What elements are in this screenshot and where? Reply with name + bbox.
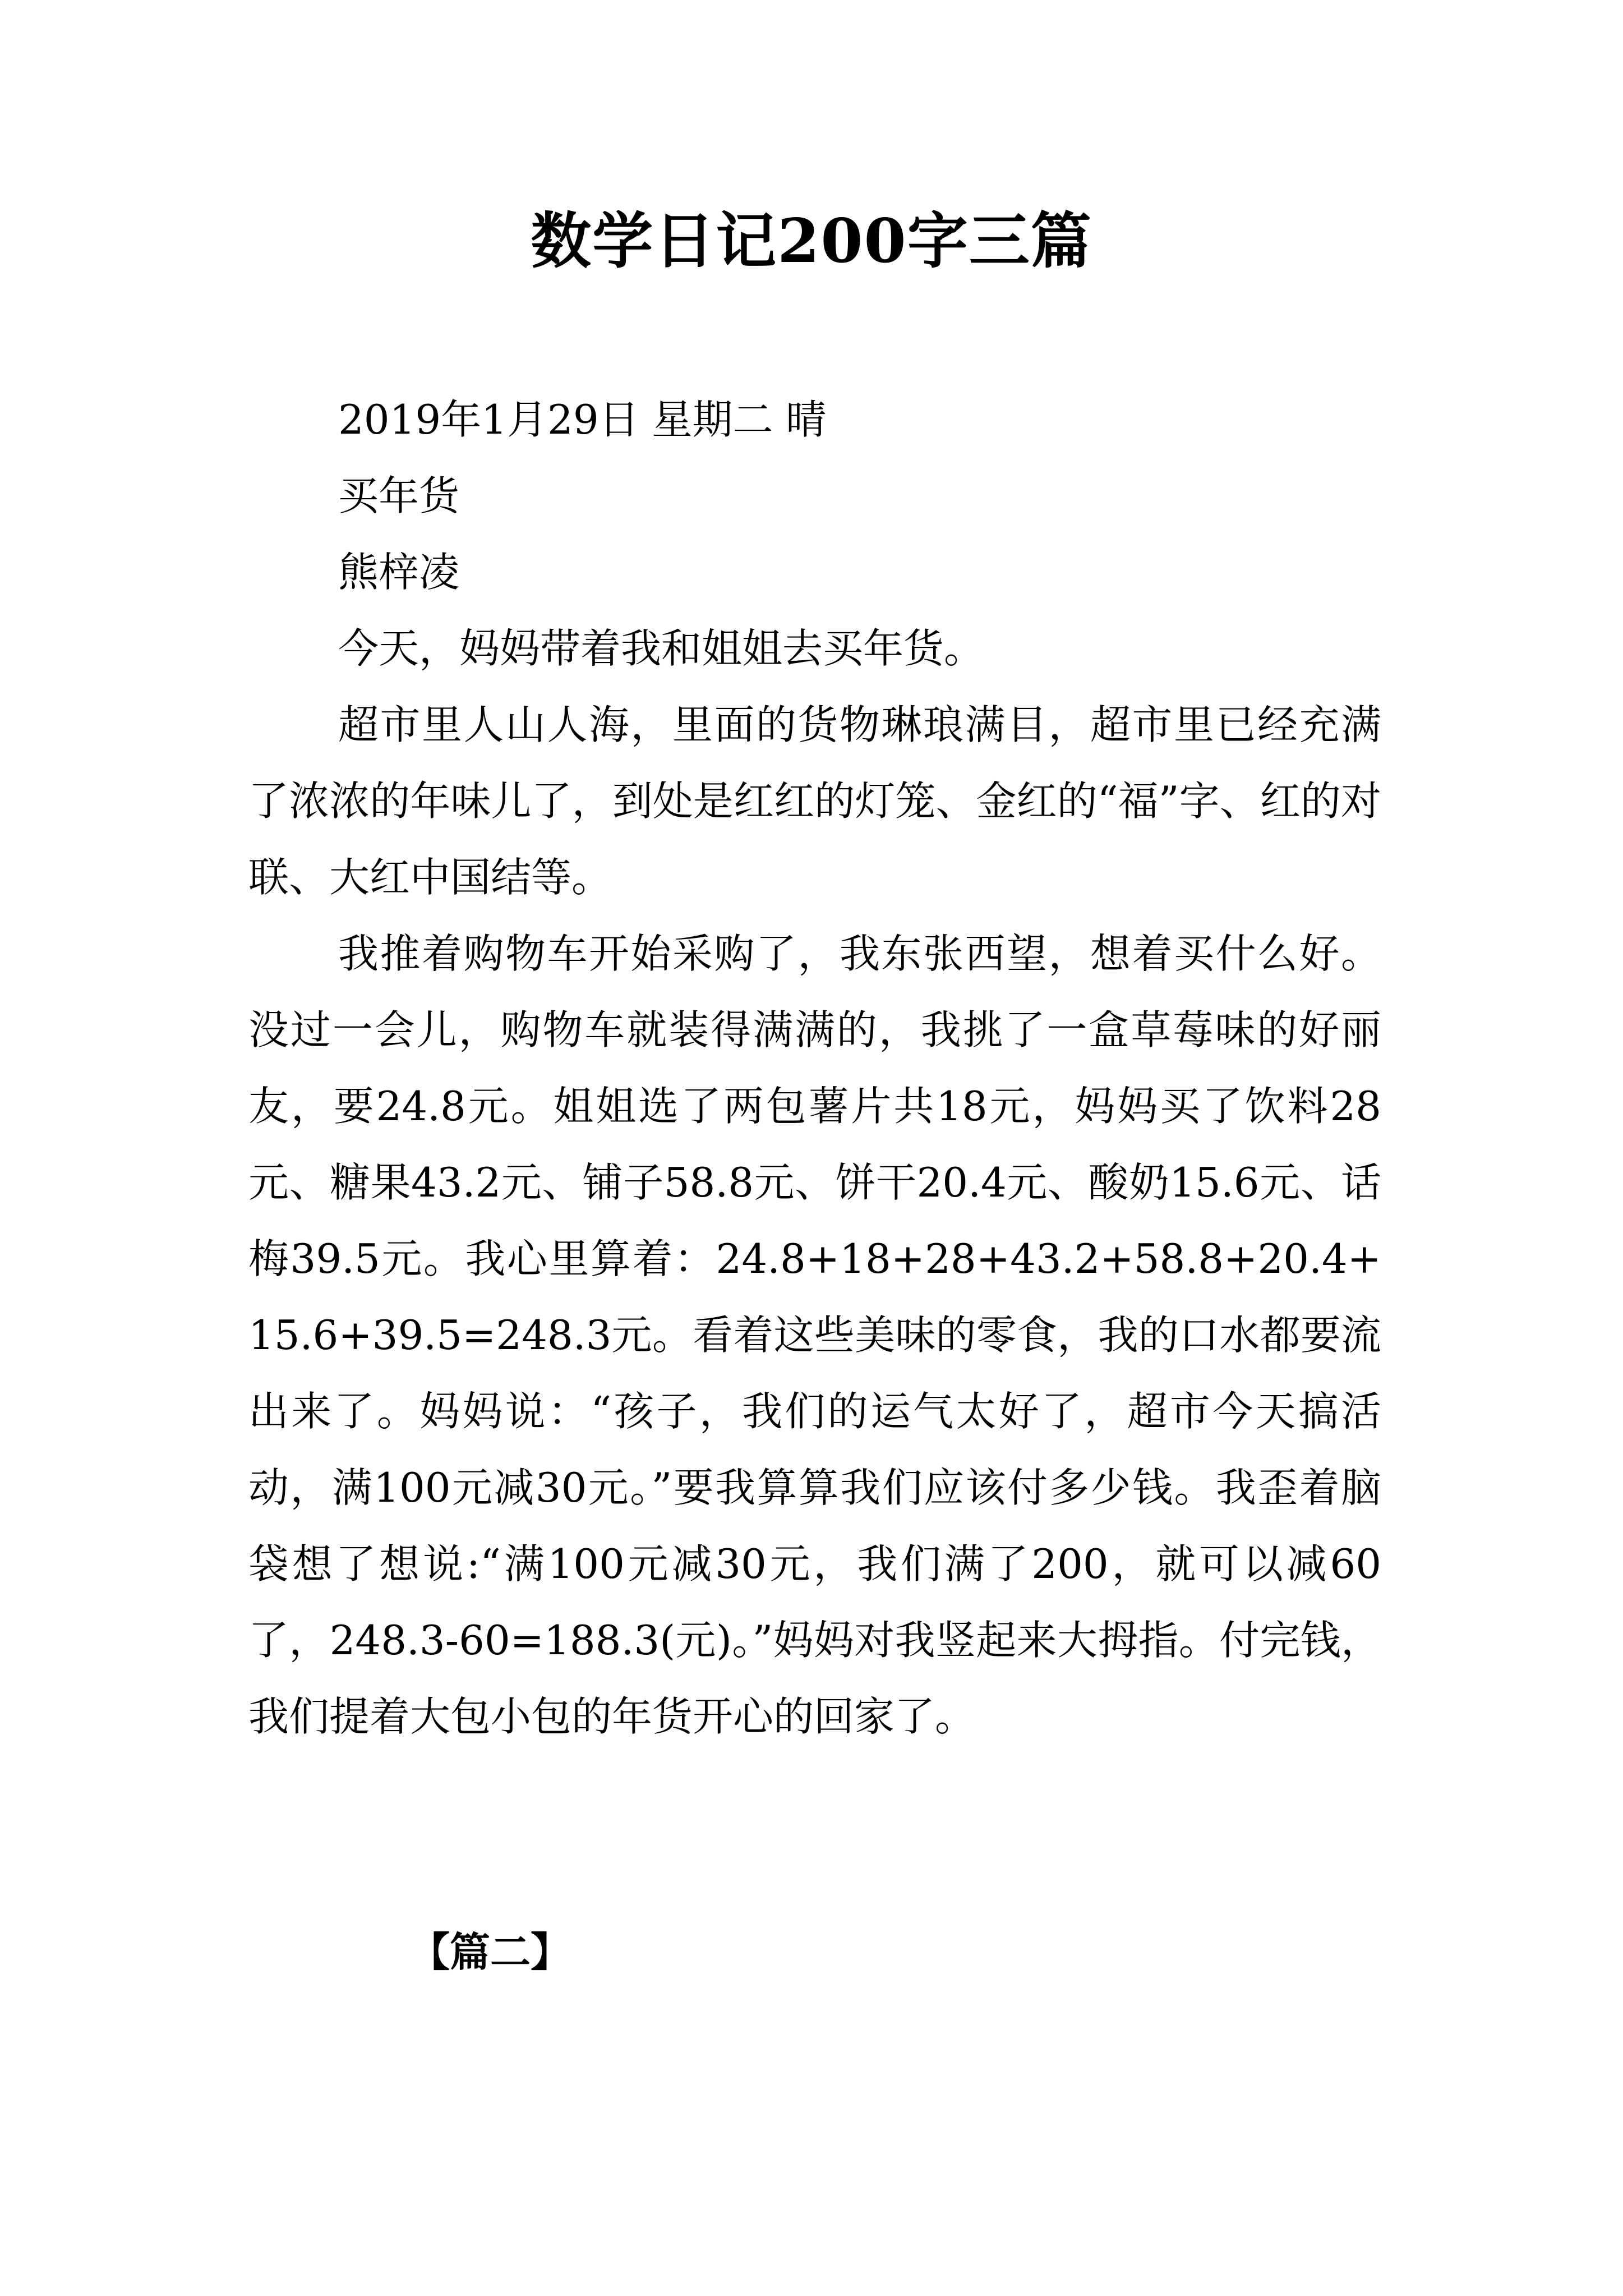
diary-date-line: 2019年1月29日 星期二 晴 [338, 396, 827, 443]
paragraph: 今天，妈妈带着我和姐姐去买年货。 [338, 625, 985, 672]
section-heading: 【篇二】 [409, 1928, 571, 1976]
document-body [248, 381, 1381, 1755]
diary-author: 熊梓凌 [338, 549, 460, 596]
paragraph: 超市里人山人海，里面的货物琳琅满目，超市里已经充满了浓浓的年味儿了，到处是红红的灯笼、金红的“福”字、红的对联、大红中国结等。 [248, 701, 1381, 901]
diary-title: 买年货 [338, 472, 460, 519]
document-title: 数学日记200字三篇 [531, 206, 1092, 277]
paragraph: 我推着购物车开始采购了，我东张西望，想着买什么好。没过一会儿，购物车就装得满满的，我挑了一盒草莓味的好丽友，要24.8元。姐姐选了两包薯片共18元，妈妈买了饮料28元、糖果43.2元、铺子58.8元、饼干20.4元、酸奶15.6元、话梅39.5元。我心里算着：24.8+18+28+43.2+58.8+20.4+15.6+39.5=248.3元。看着这些美味的零食，我的口水都要流出来了。妈妈说：“孩子，我们的运气太好了，超市今天搞活动，满100元减30元。”要我算算我们应该付多少钱。我歪着脑袋想了想说:“满100元减30元，我们满了200，就可以减60了，248.3-60=188.3(元)。”妈妈对我竖起来大拇指。付完钱，我们提着大包小包的年货开心的回家了。 [248, 930, 1381, 1740]
